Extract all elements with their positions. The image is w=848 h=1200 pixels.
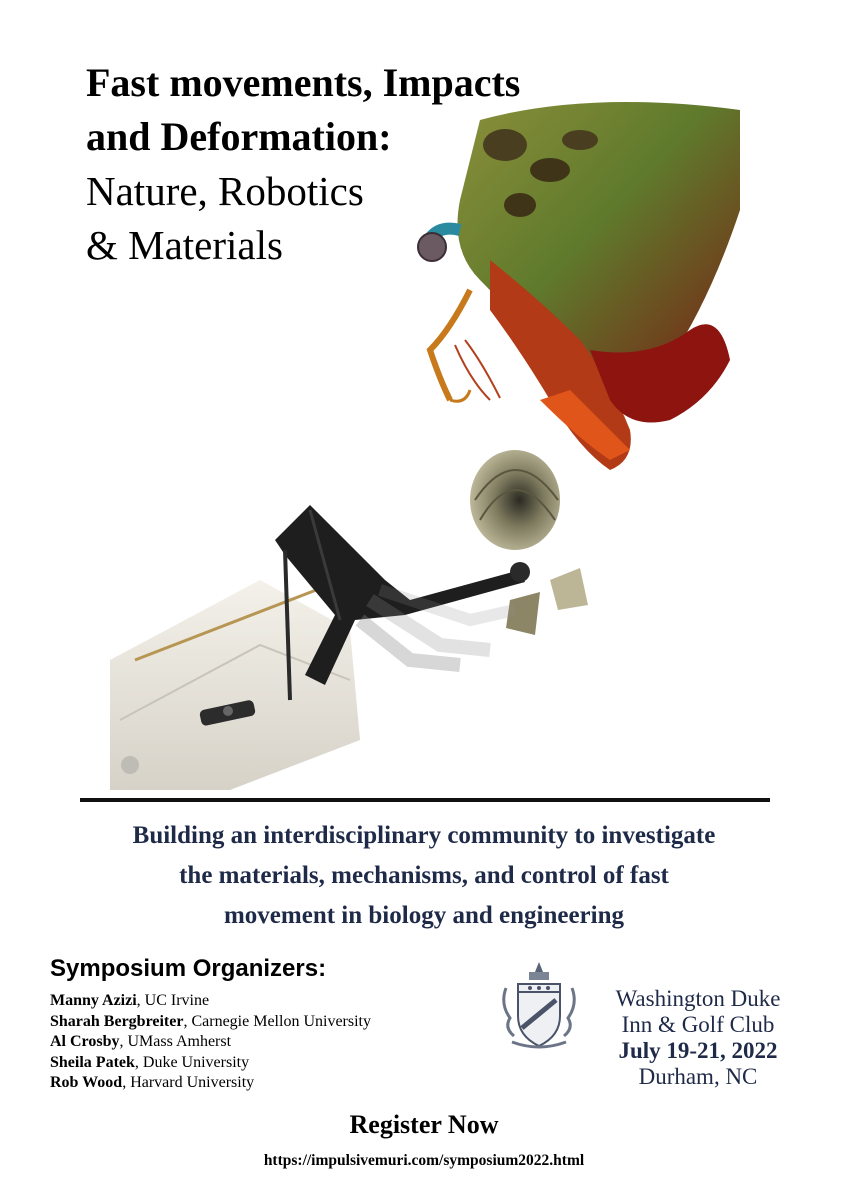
organizer-item xyxy=(50,991,371,1012)
venue-name-line-1: Washington Duke xyxy=(615,986,781,1011)
organizer-name: Rob Wood xyxy=(50,1074,123,1091)
snail-shell xyxy=(470,450,588,635)
title-line-1: Fast movements, Impacts xyxy=(86,60,521,105)
organizer-affiliation: , UC Irvine xyxy=(136,992,210,1009)
event-dates: July 19-21, 2022 xyxy=(618,1038,778,1063)
organizers-list xyxy=(50,991,371,1094)
venue-block xyxy=(588,986,808,1090)
organizer-item xyxy=(50,1053,371,1074)
mantis-shrimp-robot-illustration xyxy=(110,100,750,790)
organizer-affiliation: , Harvard University xyxy=(122,1074,255,1091)
title-line-2: and Deformation: xyxy=(86,114,392,159)
mantis-shrimp xyxy=(418,102,740,470)
venue-name-line-2: Inn & Golf Club xyxy=(621,1012,775,1037)
tagline xyxy=(60,816,788,936)
tagline-line-1: Building an interdisciplinary community to investigate xyxy=(132,822,716,849)
divider-rule xyxy=(80,798,770,802)
tagline-line-2: the materials, mechanisms, and control of fast xyxy=(179,862,669,889)
organizer-name: Al Crosby xyxy=(50,1033,120,1050)
robot-mechanism xyxy=(110,505,530,790)
organizer-item xyxy=(50,1012,371,1033)
event-location: Durham, NC xyxy=(638,1064,758,1089)
organizer-name: Sheila Patek xyxy=(50,1053,135,1071)
organizer-affiliation: , Carnegie Mellon University xyxy=(183,1012,371,1030)
tagline-line-3: movement in biology and engineering xyxy=(223,902,624,929)
organizer-item xyxy=(50,1032,371,1053)
organizer-name: Sharah Bergbreiter xyxy=(50,1012,184,1030)
organizer-affiliation: , UMass Amherst xyxy=(119,1033,232,1050)
organizer-name: Manny Azizi xyxy=(50,992,137,1009)
title-line-4: & Materials xyxy=(86,222,283,268)
register-now-heading: Register Now xyxy=(349,1110,499,1139)
organizer-affiliation: , Duke University xyxy=(134,1053,250,1071)
register-url-link[interactable]: https://impulsivemuri.com/symposium2022.html xyxy=(263,1152,585,1169)
organizers-heading: Symposium Organizers: xyxy=(50,955,327,982)
organizer-item xyxy=(50,1073,371,1094)
crest-logo-icon xyxy=(496,958,582,1054)
title-line-3: Nature, Robotics xyxy=(86,168,364,214)
